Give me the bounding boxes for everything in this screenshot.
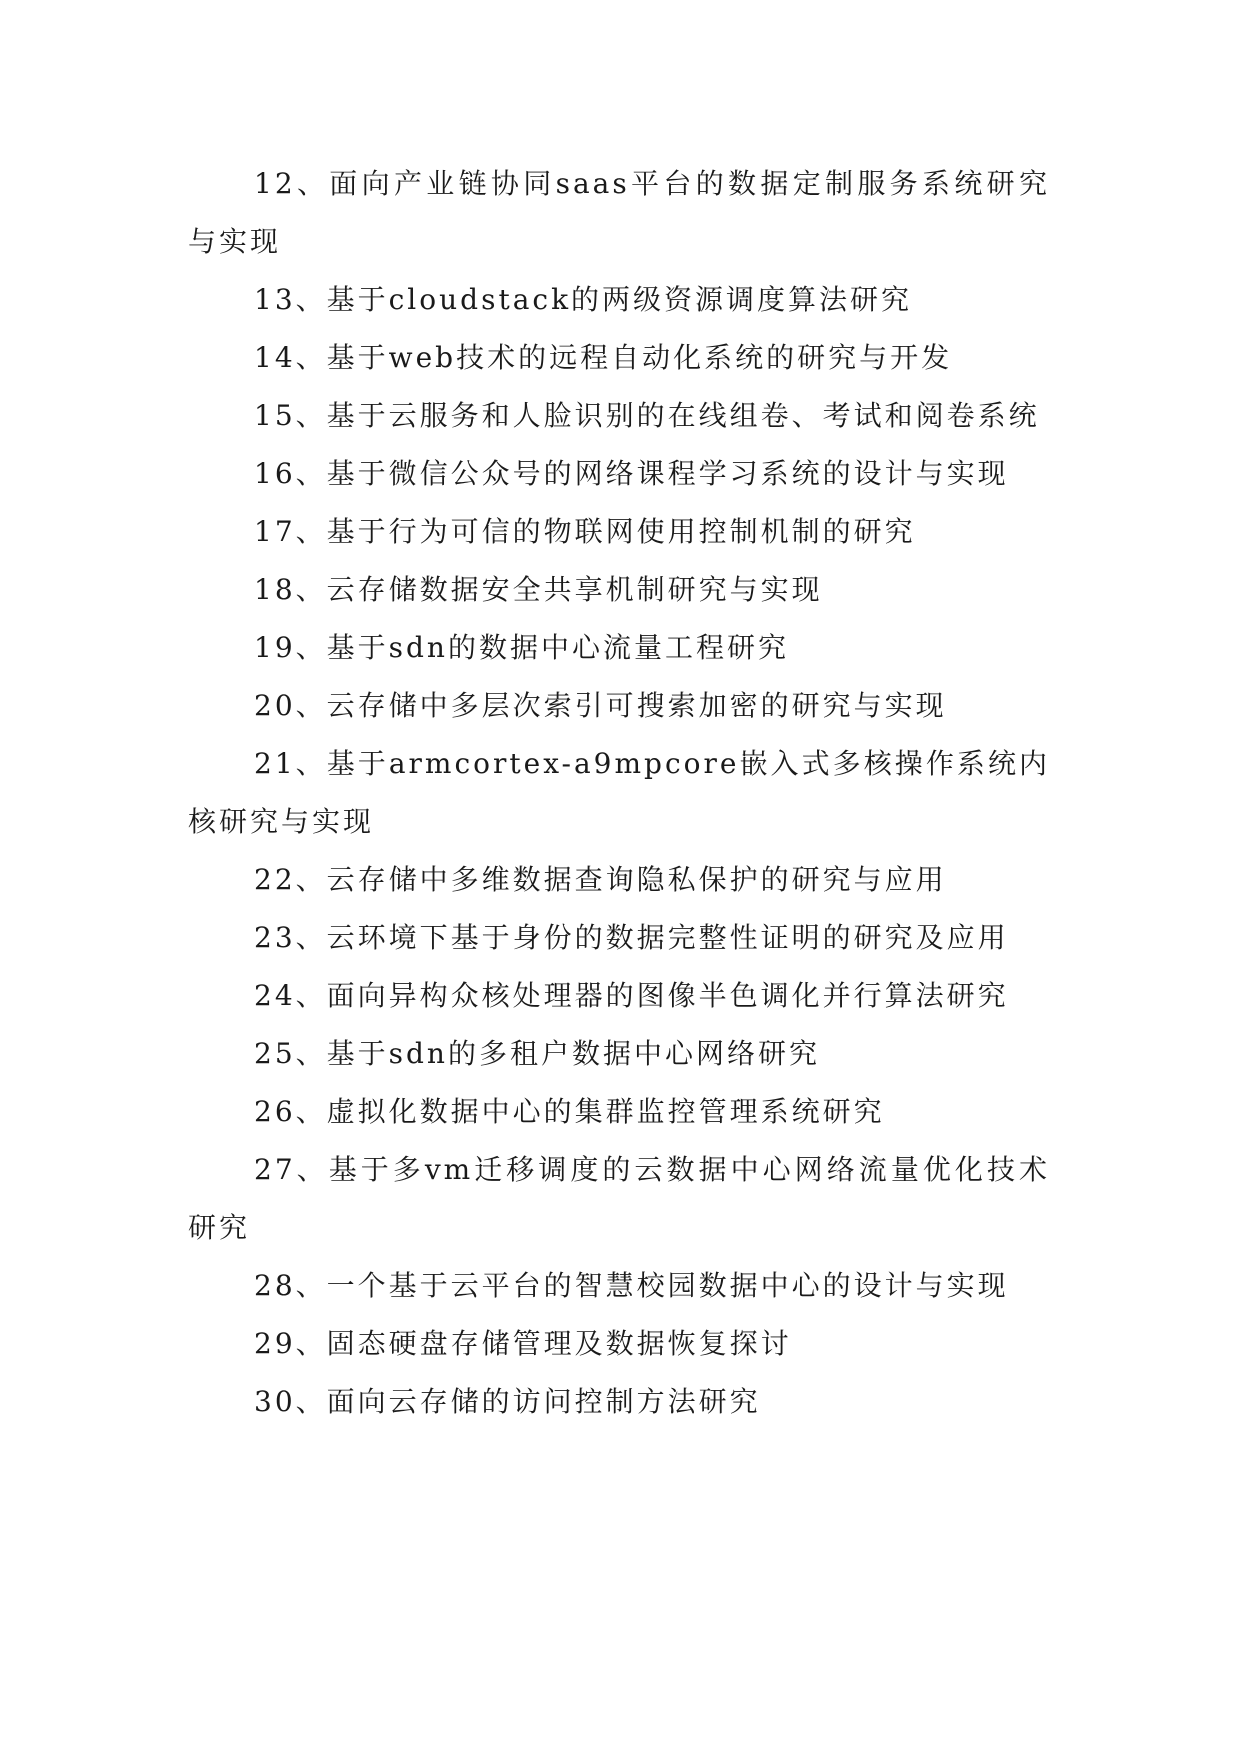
topic-item-19: 19、基于sdn的数据中心流量工程研究 — [254, 631, 789, 664]
topic-item-25: 25、基于sdn的多租户数据中心网络研究 — [254, 1037, 820, 1070]
topic-item-29: 29、固态硬盘存储管理及数据恢复探讨 — [254, 1327, 792, 1360]
topic-item-30: 30、面向云存储的访问控制方法研究 — [254, 1385, 761, 1418]
topic-item-18: 18、云存储数据安全共享机制研究与实现 — [254, 573, 823, 606]
topic-item-13: 13、基于cloudstack的两级资源调度算法研究 — [254, 283, 913, 316]
topic-item-15: 15、基于云服务和人脸识别的在线组卷、考试和阅卷系统 — [254, 399, 1040, 432]
topic-item-27: 27、基于多vm迁移调度的云数据中心网络流量优化技术研究 — [188, 1153, 1050, 1244]
topic-item-26: 26、虚拟化数据中心的集群监控管理系统研究 — [254, 1095, 885, 1128]
topic-item-17: 17、基于行为可信的物联网使用控制机制的研究 — [254, 515, 916, 548]
topic-item-24: 24、面向异构众核处理器的图像半色调化并行算法研究 — [254, 979, 1009, 1012]
topic-item-20: 20、云存储中多层次索引可搜索加密的研究与实现 — [254, 689, 947, 722]
topic-item-22: 22、云存储中多维数据查询隐私保护的研究与应用 — [254, 863, 947, 896]
topic-item-16: 16、基于微信公众号的网络课程学习系统的设计与实现 — [254, 457, 1009, 490]
topic-item-12: 12、面向产业链协同saas平台的数据定制服务系统研究与实现 — [188, 167, 1050, 258]
topic-item-23: 23、云环境下基于身份的数据完整性证明的研究及应用 — [254, 921, 1009, 954]
topic-item-28: 28、一个基于云平台的智慧校园数据中心的设计与实现 — [254, 1269, 1009, 1302]
topic-item-21: 21、基于armcortex-a9mpcore嵌入式多核操作系统内核研究与实现 — [188, 747, 1050, 838]
topic-item-14: 14、基于web技术的远程自动化系统的研究与开发 — [254, 341, 953, 374]
topic-list — [188, 155, 1050, 1431]
